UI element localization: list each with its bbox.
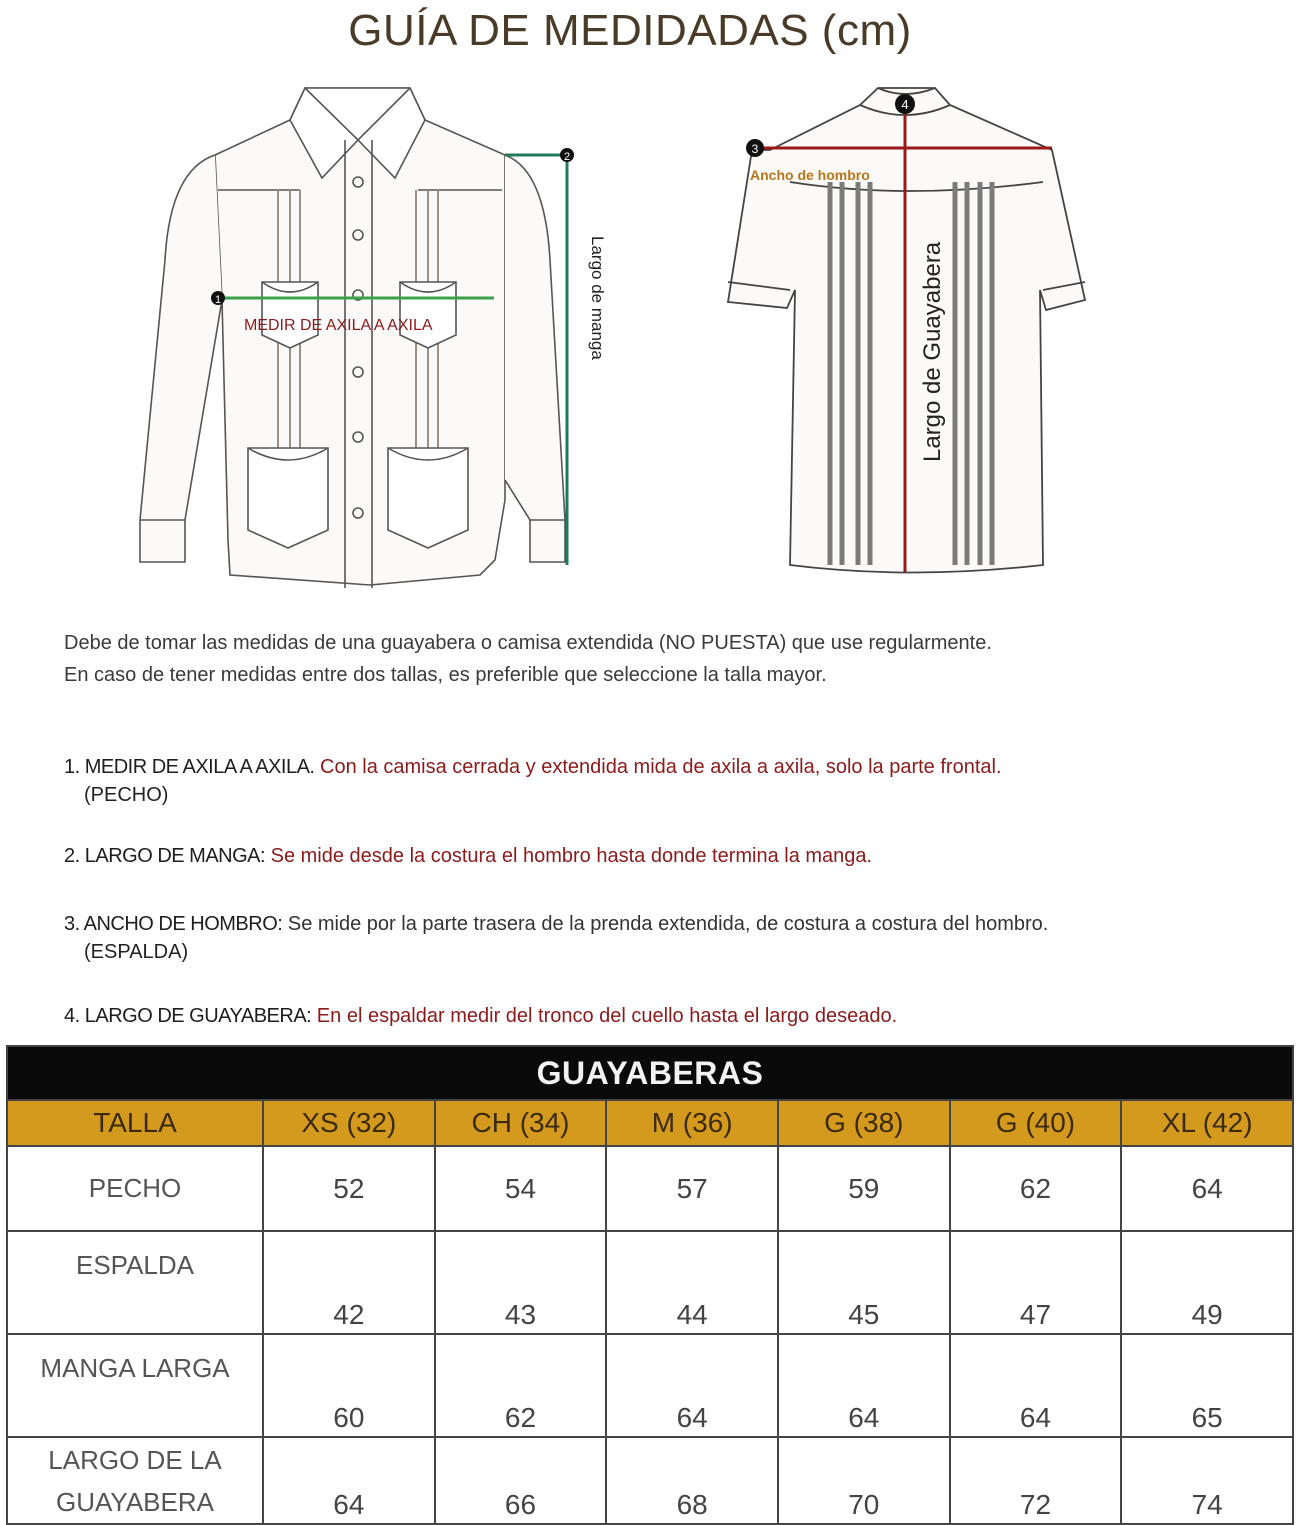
header-xl: XL (42) [1121, 1100, 1293, 1146]
table-cell: 64 [606, 1334, 778, 1437]
marker-1-label: 1 [214, 294, 222, 306]
intro-line-1: Debe de tomar las medidas de una guayabera o camisa extendida (NO PUESTA) que use regularmente. [64, 632, 992, 654]
marker-2-label: 2 [563, 151, 571, 163]
front-shirt-illustration [140, 88, 565, 588]
chest-measure-label: MEDIR DE AXILA A AXILA [244, 317, 433, 334]
table-cell: 49 [1121, 1231, 1293, 1334]
table-cell: 54 [435, 1146, 607, 1231]
table-cell: 72 [950, 1437, 1122, 1524]
table-row [7, 1231, 1293, 1334]
header-xs: XS (32) [263, 1100, 435, 1146]
table-cell: 47 [950, 1231, 1122, 1334]
row-label-pecho: PECHO [7, 1146, 263, 1231]
instruction-2-label: 2. LARGO DE MANGA: [64, 845, 266, 867]
instruction-4-label: 4. LARGO DE GUAYABERA: [64, 1005, 312, 1027]
instruction-3 [64, 910, 1048, 966]
marker-4-label: 4 [901, 97, 909, 112]
header-g38: G (38) [778, 1100, 950, 1146]
header-g40: G (40) [950, 1100, 1122, 1146]
table-cell: 64 [778, 1334, 950, 1437]
instruction-2-desc: Se mide desde la costura el hombro hasta donde termina la manga. [270, 845, 873, 867]
table-cell: 70 [778, 1437, 950, 1524]
header-m: M (36) [606, 1100, 778, 1146]
table-cell: 62 [950, 1146, 1122, 1231]
instruction-1-sub: (PECHO) [84, 784, 169, 806]
table-cell: 45 [778, 1231, 950, 1334]
instruction-4 [64, 1002, 897, 1030]
intro-text [64, 627, 992, 691]
table-cell: 43 [435, 1231, 607, 1334]
page-title: GUÍA DE MEDIDADAS (cm) [348, 6, 912, 55]
table-cell: 52 [263, 1146, 435, 1231]
table-banner: GUAYABERAS [7, 1046, 1293, 1100]
row-label-line-1: LARGO DE LA [48, 1444, 222, 1475]
header-talla: TALLA [7, 1100, 263, 1146]
instruction-1-label: 1. MEDIR DE AXILA A AXILA. [64, 756, 315, 778]
size-chart-table [6, 1045, 1294, 1525]
table-cell: 42 [263, 1231, 435, 1334]
marker-3-label: 3 [751, 142, 759, 156]
instruction-2 [64, 842, 872, 870]
row-label-line-2: GUAYABERA [56, 1486, 214, 1517]
instruction-4-desc: En el espaldar medir del tronco del cuello hasta el largo deseado. [316, 1005, 898, 1027]
table-cell: 64 [1121, 1146, 1293, 1231]
table-cell: 64 [950, 1334, 1122, 1437]
measurement-diagram [0, 0, 1299, 610]
table-cell: 60 [263, 1334, 435, 1437]
table-cell: 65 [1121, 1334, 1293, 1437]
back-length-measure-label: Largo de Guayabera [919, 241, 946, 462]
table-cell: 59 [778, 1146, 950, 1231]
table-cell: 62 [435, 1334, 607, 1437]
table-cell: 66 [435, 1437, 607, 1524]
table-cell: 57 [606, 1146, 778, 1231]
instruction-1 [64, 753, 1002, 809]
sleeve-measure-label: Largo de manga [588, 236, 607, 360]
row-label-largo-guayabera [7, 1437, 263, 1524]
table-row [7, 1146, 1293, 1231]
row-label-espalda: ESPALDA [7, 1231, 263, 1334]
instruction-3-sub: (ESPALDA) [84, 941, 189, 963]
table-cell: 74 [1121, 1437, 1293, 1524]
table-cell: 64 [263, 1437, 435, 1524]
instruction-1-desc: Con la camisa cerrada y extendida mida de axila a axila, solo la parte frontal. [320, 756, 1002, 778]
table-header-row [7, 1100, 1293, 1146]
header-ch: CH (34) [435, 1100, 607, 1146]
table-cell: 68 [606, 1437, 778, 1524]
instruction-3-label: 3. ANCHO DE HOMBRO: [64, 913, 283, 935]
row-label-manga-larga: MANGA LARGA [7, 1334, 263, 1437]
table-cell: 44 [606, 1231, 778, 1334]
instruction-3-desc: Se mide por la parte trasera de la prenda extendida, de costura a costura del hombro. [287, 913, 1049, 935]
shoulder-measure-label: Ancho de hombro [750, 167, 870, 183]
table-row [7, 1334, 1293, 1437]
intro-line-2: En caso de tener medidas entre dos tallas, es preferible que seleccione la talla mayor. [64, 664, 827, 686]
table-row [7, 1437, 1293, 1524]
